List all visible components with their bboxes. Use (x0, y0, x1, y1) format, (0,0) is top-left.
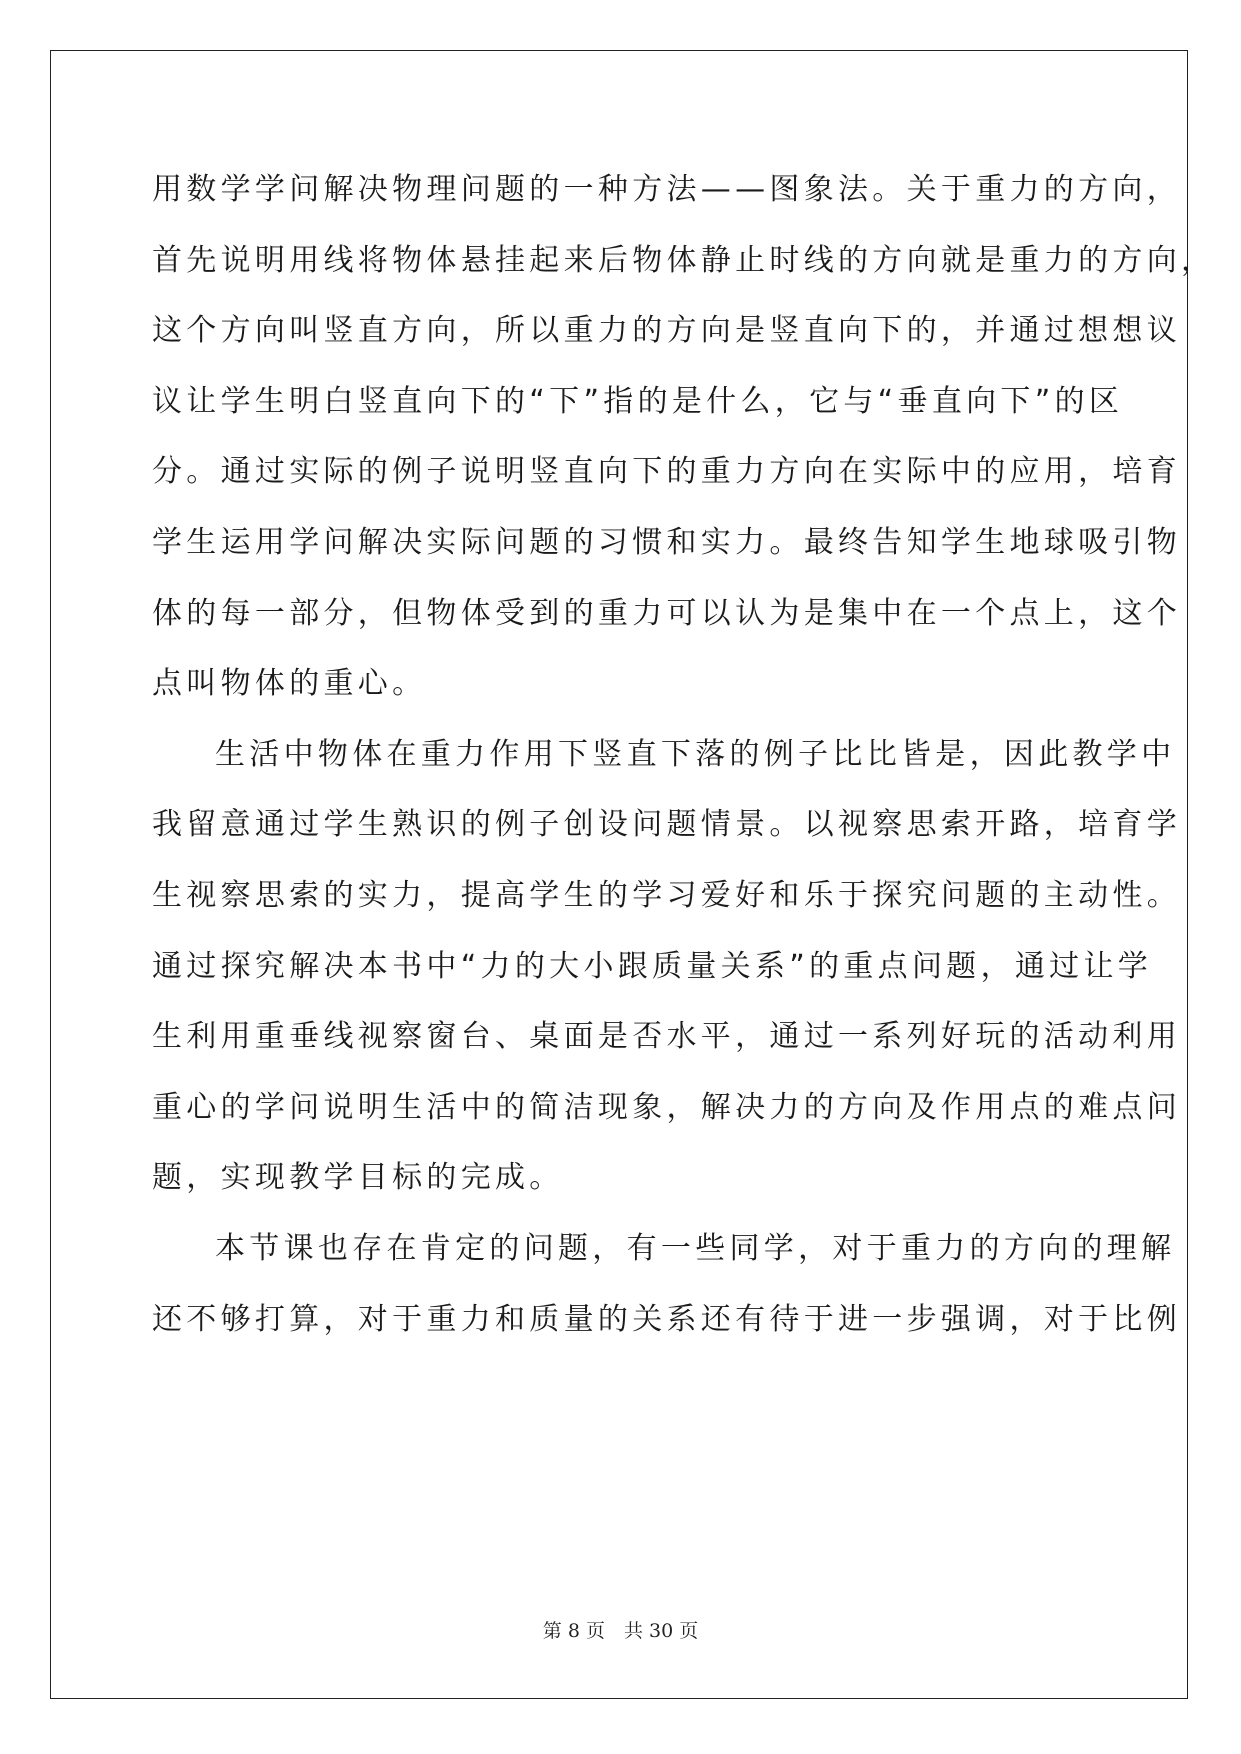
text-line: 重心的学问说明生活中的简洁现象，解决力的方向及作用点的难点问 (152, 1089, 1181, 1125)
text-line: 用数学学问解决物理问题的一种方法——图象法。关于重力的方向， (152, 172, 1181, 207)
document-body (152, 155, 1216, 1355)
text-line: 首先说明用线将物体悬挂起来后物体静止时线的方向就是重力的方向， (152, 242, 1216, 278)
text-line: 这个方向叫竖直方向，所以重力的方向是竖直向下的，并通过想想议 (152, 313, 1181, 349)
text-line: 点叫物体的重心。 (152, 666, 427, 702)
text-line: 生利用重垂线视察窗台、桌面是否水平，通过一系列好玩的活动利用 (152, 1019, 1181, 1055)
text-line: 体的每一部分，但物体受到的重力可以认为是集中在一个点上，这个 (152, 595, 1181, 631)
text-line: 还不够打算，对于重力和质量的关系还有待于进一步强调，对于比例 (152, 1301, 1181, 1337)
text-line: 分。通过实际的例子说明竖直向下的重力方向在实际中的应用，培育 (152, 454, 1181, 490)
page-number-footer: 第 8 页 共 30 页 (542, 1620, 699, 1642)
text-line: 议让学生明白竖直向下的“下”指的是什么，它与“垂直向下”的区 (152, 383, 1124, 419)
text-line: 学生运用学问解决实际问题的习惯和实力。最终告知学生地球吸引物 (152, 524, 1181, 560)
paragraph-start-line: 本节课也存在肯定的问题，有一些同学，对于重力的方向的理解 (215, 1230, 1176, 1266)
text-line: 生视察思索的实力，提高学生的学习爱好和乐于探究问题的主动性。 (152, 877, 1181, 913)
text-line: 题，实现教学目标的完成。 (152, 1160, 564, 1196)
text-line: 我留意通过学生熟识的例子创设问题情景。以视察思索开路，培育学 (152, 807, 1181, 843)
paragraph-start-line: 生活中物体在重力作用下竖直下落的例子比比皆是，因此教学中 (215, 736, 1176, 772)
text-line: 通过探究解决本书中“力的大小跟质量关系”的重点问题，通过让学 (152, 948, 1153, 984)
